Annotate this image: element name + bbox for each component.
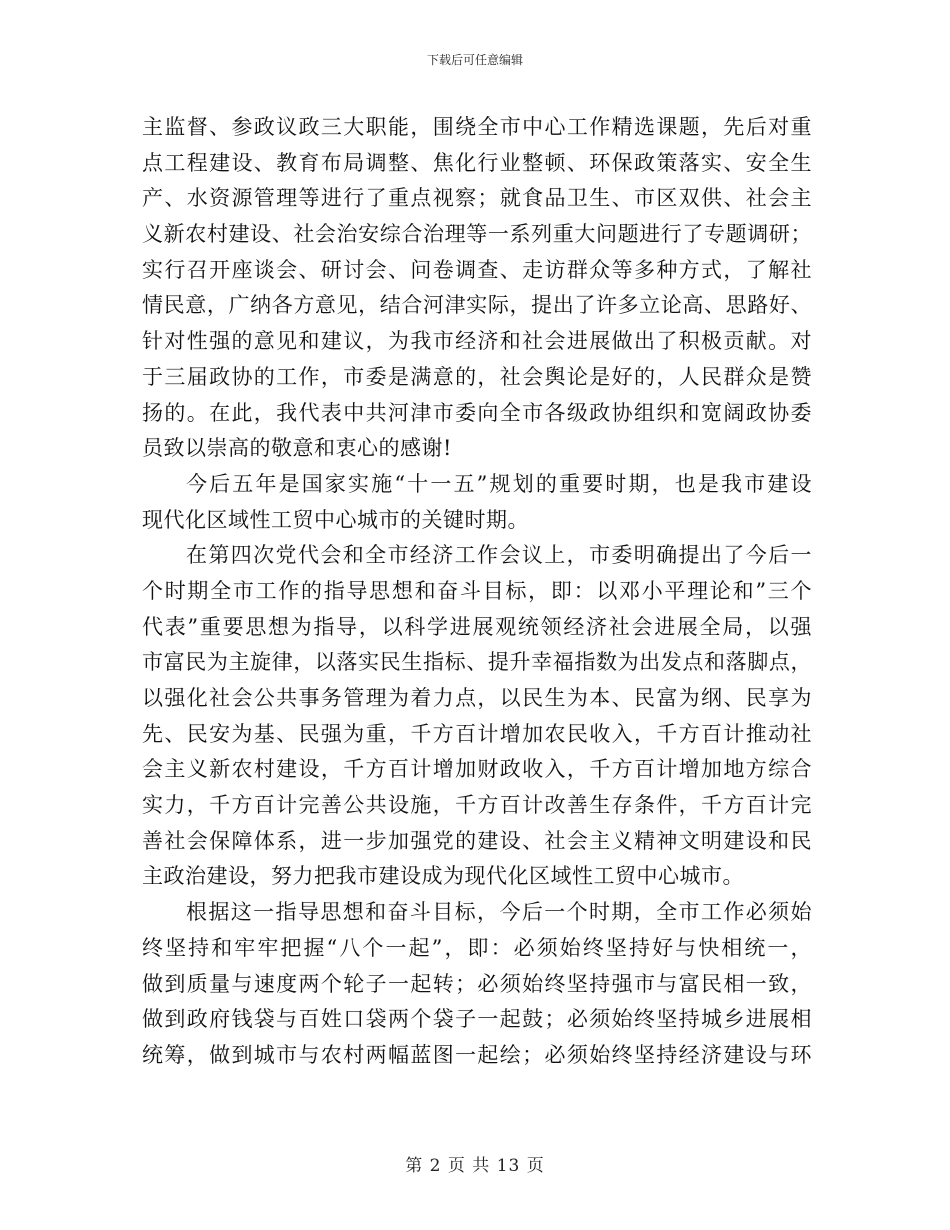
paragraph-1-line-1: 主监督、参政议政三大职能，围绕全市中心工作精选课题，先后对重 xyxy=(142,115,812,139)
paragraph-3-line-3: 代表”重要思想为指导，以科学进展观统领经济社会进展全局，以强 xyxy=(142,614,812,639)
paragraph-3-line-4: 市富民为主旋律，以落实民生指标、提升幸福指数为出发点和落脚点， xyxy=(142,650,812,675)
paragraph-1-line-9: 扬的。在此，我代表中共河津市委向全市各级政协组织和宽阔政协委 xyxy=(142,400,812,425)
paragraph-3-line-5: 以强化社会公共事务管理为着力点，以民生为本、民富为纲、民享为 xyxy=(142,686,812,710)
paragraph-3-line-2: 个时期全市工作的指导思想和奋斗目标，即：以邓小平理论和”三个 xyxy=(142,578,812,603)
paragraph-1-line-8: 于三届政协的工作，市委是满意的，社会舆论是好的，人民群众是赞 xyxy=(142,364,812,389)
paragraph-2-line-1: 今后五年是国家实施“十一五”规划的重要时期，也是我市建设 xyxy=(186,471,812,496)
paragraph-4-line-2: 终坚持和牢牢把握“八个一起”，即：必须始终坚持好与快相统一， xyxy=(142,935,812,960)
paragraph-3-line-8: 实力，千方百计完善公共设施，千方百计改善生存条件，千方百计完 xyxy=(142,793,812,818)
paragraph-1-line-10: 员致以崇高的敬意和衷心的感谢! xyxy=(142,436,452,461)
paragraph-1-line-2: 点工程建设、教育布局调整、焦化行业整顿、环保政策落实、安全生 xyxy=(142,150,812,175)
paragraph-3-line-10: 主政治建设，努力把我市建设成为现代化区域性工贸中心城市。 xyxy=(142,864,744,889)
paragraph-2-line-2: 现代化区域性工贸中心城市的关键时期。 xyxy=(142,507,529,532)
paragraph-3-line-1: 在第四次党代会和全市经济工作会议上，市委明确提出了今后一 xyxy=(186,543,812,568)
paragraph-3-line-6: 先、民安为基、民强为重，千方百计增加农民收入，千方百计推动社 xyxy=(142,721,812,746)
page-header: 下载后可任意编辑 xyxy=(426,53,523,67)
paragraph-4-line-1: 根据这一指导思想和奋斗目标，今后一个时期，全市工作必须始 xyxy=(186,900,812,925)
paragraph-4-line-3: 做到质量与速度两个轮子一起转；必须始终坚持强市与富民相一致， xyxy=(142,971,812,996)
paragraph-1-line-3: 产、水资源管理等进行了重点视察；就食品卫生、市区双供、社会主 xyxy=(142,186,812,211)
page-footer: 第 2 页 共 13 页 xyxy=(405,1156,545,1176)
body-text xyxy=(142,110,812,1074)
paragraph-3-line-7: 会主义新农村建设，千方百计增加财政收入，千方百计增加地方综合 xyxy=(142,757,812,782)
paragraph-3-line-9: 善社会保障体系，进一步加强党的建设、社会主义精神文明建设和民 xyxy=(142,828,812,853)
paragraph-1-line-4: 义新农村建设、社会治安综合治理等一系列重大问题进行了专题调研； xyxy=(142,222,812,247)
paragraph-1-line-7: 针对性强的意见和建议，为我市经济和社会进展做出了积极贡献。对 xyxy=(142,329,812,354)
paragraph-4-line-5: 统筹，做到城市与农村两幅蓝图一起绘；必须始终坚持经济建设与环 xyxy=(142,1042,812,1067)
paragraph-1-line-6: 情民意，广纳各方意见，结合河津实际，提出了许多立论高、思路好、 xyxy=(142,293,812,318)
paragraph-4-line-4: 做到政府钱袋与百姓口袋两个袋子一起鼓；必须始终坚持城乡进展相 xyxy=(142,1007,812,1032)
paragraph-1-line-5: 实行召开座谈会、研讨会、问卷调查、走访群众等多种方式，了解社 xyxy=(142,257,812,282)
